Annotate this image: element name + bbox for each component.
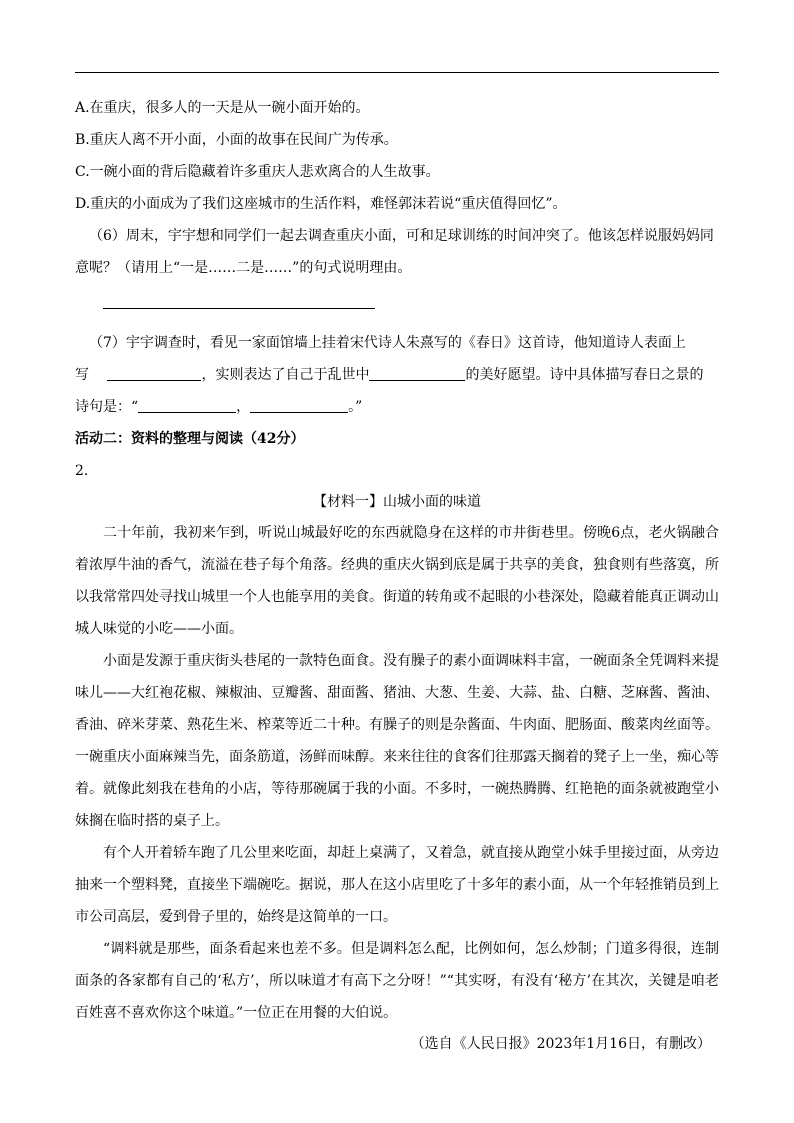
option-a: A.在重庆，很多人的一天是从一碗小面开始的。 [75, 100, 370, 116]
q7-text-e: ， [236, 399, 251, 415]
q7-text-a: 写 [75, 367, 89, 383]
activity-2-heading: 活动二：资料的整理与阅读（42分） [75, 431, 305, 447]
question-7-line-1: （7）宇宇调查时，看见一家面馆墙上挂着宋代诗人朱熹写的《春日》这首诗，他知道诗人表面上 [89, 335, 686, 351]
source-citation: （选自《人民日报》2023年1月16日，有删改） [410, 1036, 711, 1052]
question-6-line-1: （6）周末，宇宇想和同学们一起去调查重庆小面，可和足球训练的时间冲突了。他该怎样说服妈妈同 [89, 228, 714, 244]
paragraph-4: “调料就是那些，面条看起来也差不多。但是调料怎么配，比例如何，怎么炒制；门道多得很，连制面条的各家都有自己的‘私方’，所以味道才有高下之分呀！”“其实呀，有没有‘秘方’在其次，关键是咱老百姓喜不喜欢你这个味道。”一位正在用餐的大伯说。 [75, 941, 719, 1021]
question-7-line-3 [75, 391, 719, 423]
question-number: 2． [75, 463, 98, 479]
option-d: D.重庆的小面成为了我们这座城市的生活作料，难怪郭沫若说“重庆值得回忆”。 [75, 196, 567, 212]
paragraph-1: 二十年前，我初来乍到，听说山城最好吃的东西就隐身在这样的市井街巷里。傍晚6点，老火锅融合着浓厚牛油的香气，流溢在巷子每个角落。经典的重庆火锅到底是属于共享的美食，独食则有些落寞，所以我常常四处寻找山城里一个人也能享用的美食。街道的转角或不起眼的小巷深处，隐藏着能真正调动山城人味觉的小吃——小面。 [75, 525, 719, 637]
answer-blank-q7-2[interactable] [369, 364, 465, 381]
paragraph-2: 小面是发源于重庆街头巷尾的一款特色面食。没有臊子的素小面调味料丰富，一碗面条全凭调料来提味儿——大红袍花椒、辣椒油、豆瓣酱、甜面酱、猪油、大葱、生姜、大蒜、盐、白糖、芝麻酱、酱油、香油、碎米芽菜、熟花生米、榨菜等近二十种。有臊子的则是杂酱面、牛肉面、肥肠面、酸菜肉丝面等。一碗重庆小面麻辣当先，面条筋道，汤鲜而味醇。来来往往的食客们往那露天搁着的凳子上一坐，痴心等着。就像此刻我在巷角的小店，等待那碗属于我的小面。不多时，一碗热腾腾、红艳艳的面条就被跑堂小妹搁在临时搭的桌子上。 [75, 653, 719, 829]
header-rule [75, 72, 719, 73]
q7-text-f: 。” [348, 399, 363, 415]
answer-blank-q7-1[interactable] [107, 364, 201, 381]
q7-text-b: ，实则表达了自己于乱世中 [201, 367, 370, 383]
document-body [75, 92, 719, 1059]
q7-text-d: 诗句是：“ [75, 399, 139, 415]
material-title: 【材料一】山城小面的味道 [313, 494, 481, 510]
option-c: C.一碗小面的背后隐藏着许多重庆人悲欢离合的人生故事。 [75, 164, 440, 180]
q7-text-c: 的美好愿望。诗中具体描写春日之景的 [465, 367, 704, 383]
question-7-line-2 [75, 359, 719, 391]
question-6-line-2: 意呢？（请用上“一是……二是……”的句式说明理由。 [75, 260, 412, 276]
answer-blank-q7-4[interactable] [250, 396, 348, 413]
answer-blank-q7-3[interactable] [138, 396, 236, 413]
option-b: B.重庆人离不开小面，小面的故事在民间广为传承。 [75, 132, 398, 148]
paragraph-3: 有个人开着轿车跑了几公里来吃面，却赶上桌满了，又着急，就直接从跑堂小妹手里接过面，从旁边抽来一个塑料凳，直接坐下端碗吃。据说，那人在这小店里吃了十多年的素小面，从一个年轻推销员到上市公司高层，爱到骨子里的，始终是这简单的一口。 [75, 845, 719, 925]
